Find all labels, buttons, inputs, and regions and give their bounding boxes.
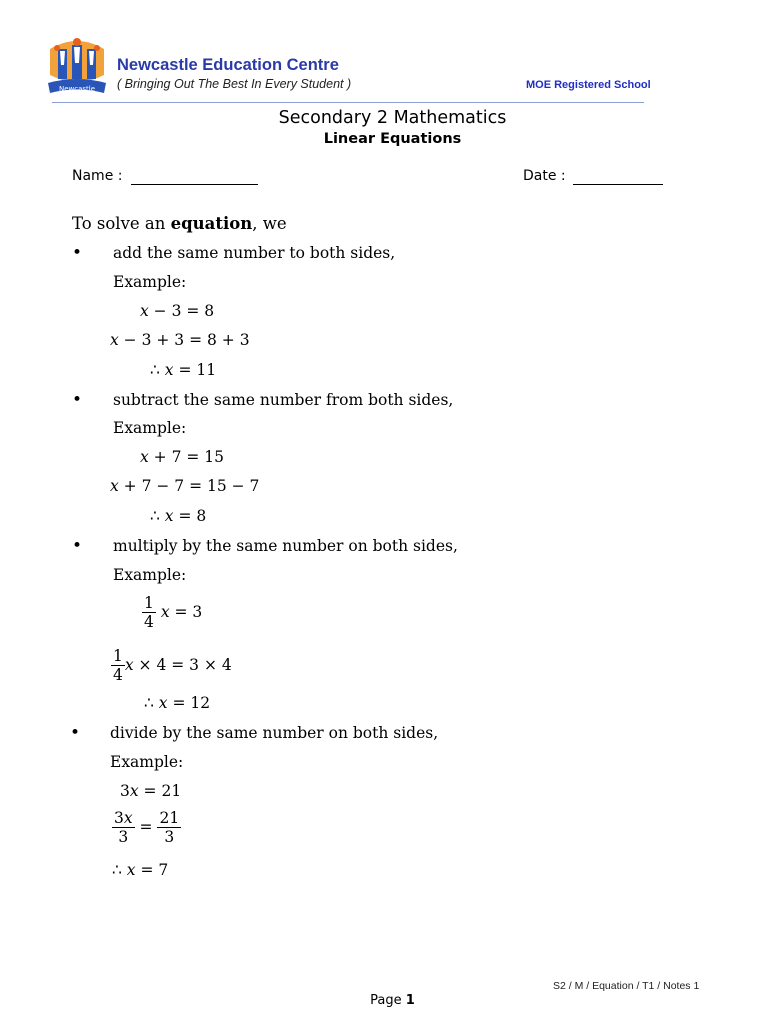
document-reference: S2 / M / Equation / T1 / Notes 1 — [553, 980, 700, 992]
name-field[interactable] — [131, 168, 258, 185]
school-logo — [44, 35, 110, 101]
equation-line: $\frac{3x}{3}$ = $\frac{21}{3}$ — [114, 809, 180, 847]
equation-result: ∴ x = 7 — [112, 861, 169, 879]
equation-result: ∴ x = 12 — [144, 694, 211, 712]
name-label: Name : — [72, 168, 123, 184]
rule-text: add the same number to both sides, — [113, 244, 396, 262]
equation-result: ∴ x = 11 — [150, 361, 217, 379]
page-label: Page — [370, 993, 402, 1008]
fraction: $\frac{1}{4}$ — [144, 594, 154, 632]
example-label: Example: — [113, 566, 187, 584]
date-field[interactable] — [573, 168, 663, 185]
example-label: Example: — [110, 753, 184, 771]
bullet-icon: • — [72, 536, 83, 556]
bullet-icon: • — [72, 390, 83, 410]
registration-label: MOE Registered School — [526, 79, 651, 91]
subject-title: Secondary 2 Mathematics — [278, 108, 507, 128]
equation-line: $\frac{1}{4}$ x = 3 — [144, 594, 203, 632]
intro-pre: To solve an — [72, 214, 171, 233]
intro-keyword: equation — [170, 214, 253, 233]
school-tagline: ( Bringing Out The Best In Every Student ) — [117, 77, 352, 91]
equation-line: x − 3 + 3 = 8 + 3 — [110, 331, 250, 349]
fraction: $\frac{21}{3}$ — [159, 809, 180, 847]
example-label: Example: — [113, 419, 187, 437]
logo-banner-text: Newcastle — [58, 85, 96, 93]
fraction: $\frac{1}{4}$ — [113, 647, 123, 685]
rule-text: subtract the same number from both sides, — [113, 391, 454, 409]
intro-text — [72, 214, 287, 233]
equation-line: x − 3 = 8 — [140, 302, 215, 320]
equation-line: x + 7 = 15 — [140, 448, 225, 466]
rule-text: multiply by the same number on both sides, — [113, 537, 458, 555]
equation-result: ∴ x = 8 — [150, 507, 207, 525]
header-divider — [52, 102, 644, 103]
bullet-icon: • — [72, 243, 83, 263]
page-number — [0, 993, 768, 1008]
equation-line: 3x = 21 — [120, 782, 182, 800]
example-label: Example: — [113, 273, 187, 291]
equation-line: x + 7 − 7 = 15 − 7 — [110, 477, 260, 495]
fraction: $\frac{3x}{3}$ — [114, 809, 133, 847]
intro-post: , we — [252, 214, 287, 233]
school-name: Newcastle Education Centre — [117, 56, 339, 74]
page-number-value: 1 — [405, 993, 415, 1008]
equation-line: $\frac{1}{4}$ x × 4 = 3 × 4 — [113, 647, 232, 685]
rule-text: divide by the same number on both sides, — [110, 724, 439, 742]
date-label: Date : — [523, 168, 566, 184]
bullet-icon: • — [70, 723, 81, 743]
topic-title: Linear Equations — [323, 131, 462, 147]
